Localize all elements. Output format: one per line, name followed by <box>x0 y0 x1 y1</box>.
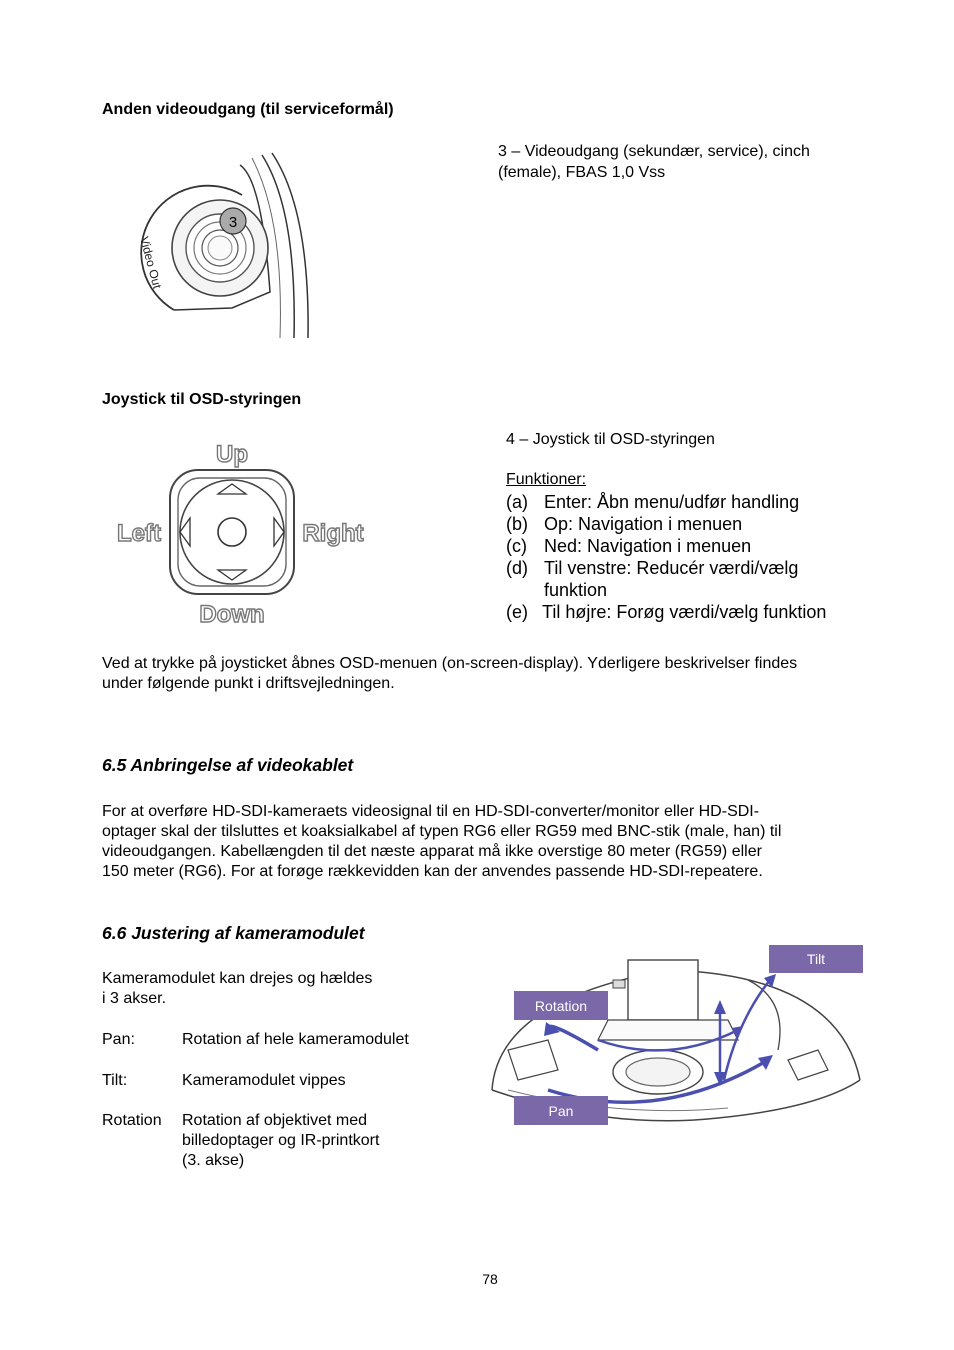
joystick-heading: Joystick til OSD-styringen <box>102 391 302 408</box>
video-out-heading: Anden videoudgang (til serviceformål) <box>102 101 394 118</box>
svg-text:3: 3 <box>228 214 238 231</box>
rotation-label: Rotation <box>514 991 608 1020</box>
axis-rotation: Rotation Rotation af objektivet med billedoptager og IR-printkort (3. akse) <box>102 1112 380 1169</box>
function-item: (b) Op: Navigation i menuen <box>506 514 743 534</box>
axis-tilt: Tilt: Kameramodulet vippes <box>102 1072 346 1089</box>
functions-title: Funktioner: <box>506 471 587 488</box>
function-item: (e) Til højre: Forøg værdi/vælg funktion <box>506 602 827 622</box>
joystick-paragraph: Ved at trykke på joysticket åbnes OSD-menuen (on-screen-display). Yderligere beskrivelser findes under følgende punkt i driftsvejledningen. <box>102 655 798 692</box>
functions-list <box>506 491 906 623</box>
joystick-right-label: Right <box>302 520 364 547</box>
joystick-up-label: Up <box>216 441 248 468</box>
module-intro: Kameramodulet kan drejes og hældes i 3 akser. <box>102 970 373 1007</box>
video-out-caption: 3 – Videoudgang (sekundær, service), cinch (female), FBAS 1,0 Vss <box>498 143 810 181</box>
axes-list <box>102 1030 462 1171</box>
function-item: (c) Ned: Navigation i menuen <box>506 536 752 556</box>
joystick-left-label: Left <box>117 520 161 547</box>
tilt-label: Tilt <box>769 945 863 973</box>
joystick-down-label: Down <box>199 601 265 628</box>
page-number: 78 <box>482 1271 498 1287</box>
section-6-6-heading: 6.6 Justering af kameramodulet <box>102 923 365 943</box>
function-item-continuation: funktion <box>544 580 608 600</box>
pan-label: Pan <box>514 1096 608 1125</box>
section-6-5-paragraph: For at overføre HD-SDI-kameraets videosignal til en HD-SDI-converter/monitor eller HD-SDI- optager skal der tilsluttes et koaksialkabel af typen RG6 eller RG59 med BNC-stik (male, han) til videoudgangen. Kabellængden til det næste apparat må ikke overstige 80 meter (RG59) eller 150 meter (RG6). For at forøge rækkevidden kan der anvendes passende HD-SDI-repeatere. <box>102 803 782 880</box>
joystick-figure <box>112 432 372 632</box>
video-out-label: Video Out <box>137 235 165 291</box>
function-item: (d) Til venstre: Reducér værdi/vælg <box>506 558 799 578</box>
section-6-5-heading: 6.5 Anbringelse af videokablet <box>102 755 354 775</box>
joystick-caption: 4 – Joystick til OSD-styringen <box>506 431 715 448</box>
axis-pan: Pan: Rotation af hele kameramodulet <box>102 1031 409 1048</box>
function-item: (a) Enter: Åbn menu/udfør handling <box>506 492 800 512</box>
video-out-figure <box>112 150 312 340</box>
